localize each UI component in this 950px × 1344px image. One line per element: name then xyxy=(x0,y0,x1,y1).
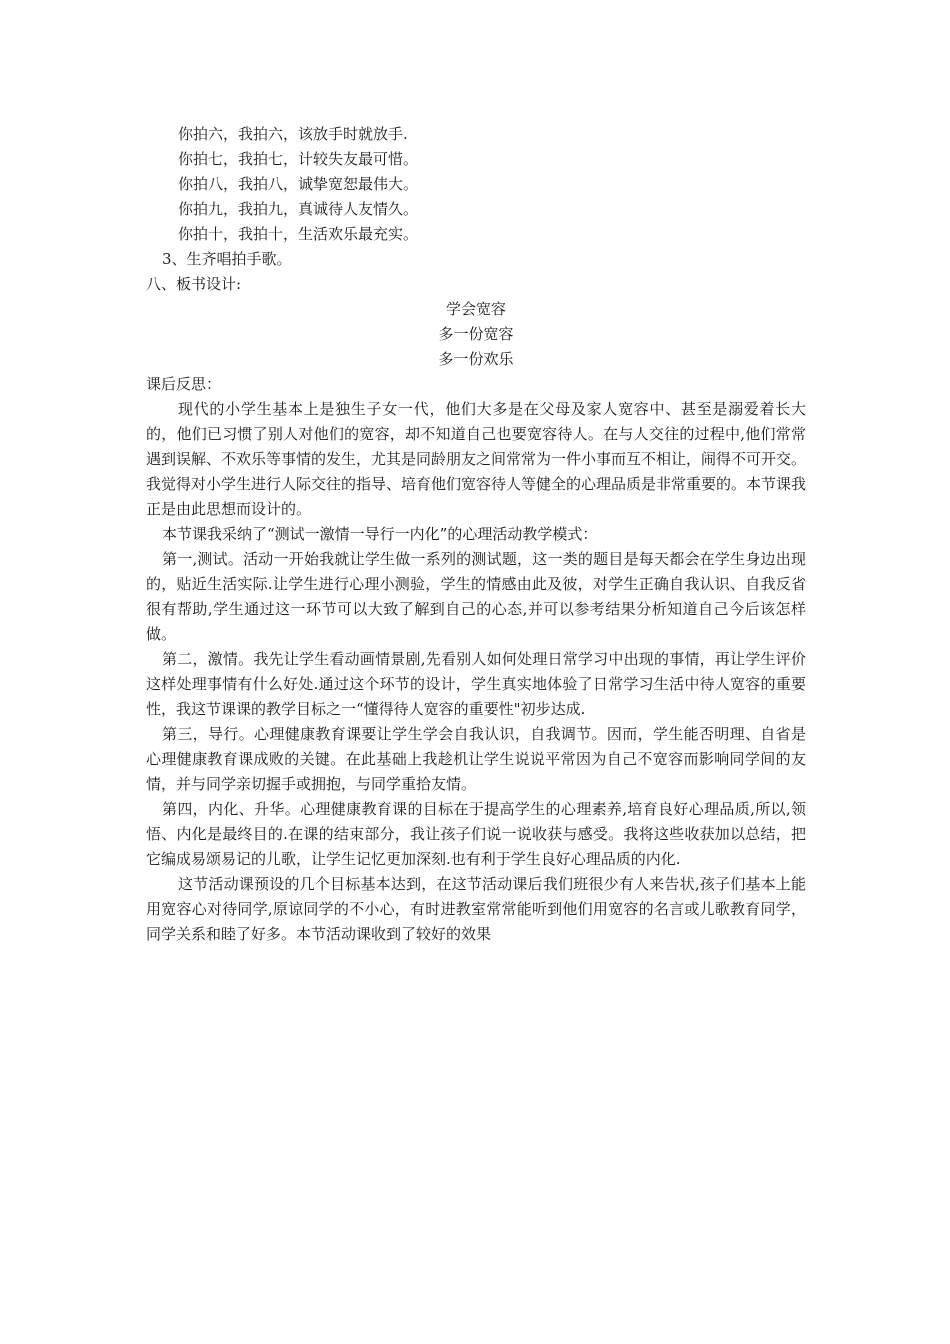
board-line-2: 多一份欢乐 xyxy=(438,350,514,368)
chant-line-9: 你拍九，我拍九，真诚待人友情久。 xyxy=(178,200,419,218)
chant-line-10: 你拍十，我拍十，生活欢乐最充实。 xyxy=(178,225,419,243)
board-line-1: 多一份宽容 xyxy=(438,325,514,343)
reflection-paragraph-4: 第二，激情。我先让学生看动画情景剧,先看别人如何处理日常学习中出现的事情，再让学生评价这样处理事情有什么好处.通过这个环节的设计，学生真实地体验了日常学习生活中待人宽容的重要性，我这节课课的教学目标之一“懂得待人宽容的重要性"初步达成. xyxy=(146,650,806,718)
board-title: 学会宽容 xyxy=(445,300,506,318)
reflection-paragraph-7: 这节活动课预设的几个目标基本达到，在这节活动课后我们班很少有人来告状,孩子们基本上能用宽容心对待同学,原谅同学的不小心，有时进教室常常能听到他们用宽容的名言或儿歌教育同学，同学关系和睦了好多。本节活动课收到了较好的效果 xyxy=(146,875,806,943)
chant-line-6: 你拍六，我拍六，该放手时就放手. xyxy=(178,125,408,143)
chant-line-7: 你拍七，我拍七，计较失友最可惜。 xyxy=(178,150,419,168)
reflection-heading: 课后反思： xyxy=(146,375,222,393)
reflection-paragraph-6: 第四，内化、升华。心理健康教育课的目标在于提高学生的心理素养,培育良好心理品质,所以,领悟、内化是最终目的.在课的结束部分，我让孩子们说一说收获与感受。我将这些收获加以总结，把它编成易颂易记的儿歌，让学生记忆更加深刻.也有利于学生良好心理品质的内化. xyxy=(146,800,806,868)
section-8-heading: 八、板书设计: xyxy=(146,275,242,293)
chant-line-8: 你拍八，我拍八，诚挚宽恕最伟大。 xyxy=(178,175,419,193)
step-3-text: 3、生齐唱拍手歌。 xyxy=(162,250,292,268)
reflection-paragraph-1: 现代的小学生基本上是独生子女一代，他们大多是在父母及家人宽容中、甚至是溺爱着长大的，他们已习惯了别人对他们的宽容，却不知道自己也要宽容待人。在与人交往的过程中,他们常常遇到误解、不欢乐等事情的发生，尤其是同龄朋友之间常常为一件小事而互不相让，闹得不可开交。我觉得对小学生进行人际交往的指导、培育他们宽容待人等健全的心理品质是非常重要的。本节课我正是由此思想而设计的。 xyxy=(146,400,807,518)
reflection-paragraph-5: 第三，导行。心理健康教育课要让学生学会自我认识，自我调节。因而，学生能否明理、自省是心理健康教育课成败的关键。在此基础上我趁机让学生说说平常因为自己不宽容而影响同学间的友情，并与同学亲切握手或拥抱，与同学重拾友情。 xyxy=(146,725,806,793)
document-body xyxy=(146,122,806,947)
reflection-paragraph-2: 本节课我采纳了“测试一激情一导行一内化”的心理活动教学模式： xyxy=(162,525,598,543)
reflection-paragraph-3: 第一,测试。活动一开始我就让学生做一系列的测试题，这一类的题目是每天都会在学生身边出现的，贴近生活实际.让学生进行心理小测验，学生的情感由此及彼，对学生正确自我认识、自我反省很有帮助,学生通过这一环节可以大致了解到自己的心态,并可以参考结果分析知道自己今后该怎样做。 xyxy=(146,550,806,643)
